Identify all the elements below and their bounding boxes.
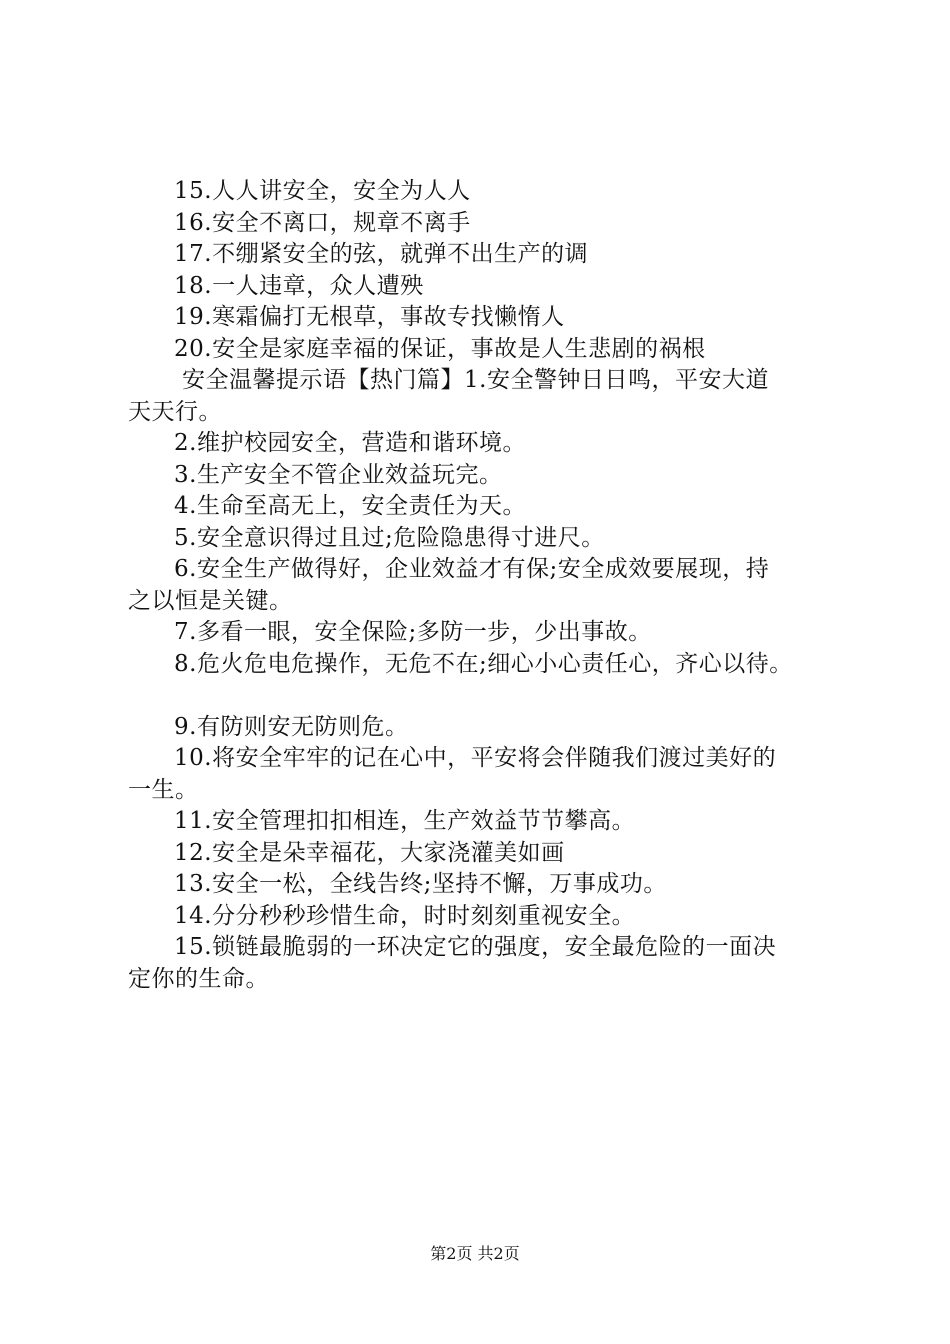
text-line: 12.安全是朵幸福花，大家浇灌美如画 (174, 839, 565, 866)
text-line: 10.将安全牢牢的记在心中，平安将会伴随我们渡过美好的 (174, 745, 777, 771)
section-heading-line: 安全温馨提示语【热门篇】1.安全警钟日日鸣，平安大道 (182, 367, 769, 393)
text-line: 4.生命至高无上，安全责任为天。 (174, 493, 526, 519)
blank-line (128, 680, 834, 712)
text-line: 11.安全管理扣扣相连，生产效益节节攀高。 (174, 808, 636, 834)
text-line: 天天行。 (128, 398, 222, 425)
text-line: 15.人人讲安全，安全为人人 (174, 178, 471, 204)
text-line: 5.安全意识得过且过;危险隐患得寸进尺。 (174, 524, 605, 551)
text-line: 15.锁链最脆弱的一环决定它的强度，安全最危险的一面决 (174, 934, 777, 960)
text-line: 17.不绷紧安全的弦，就弹不出生产的调 (174, 241, 589, 267)
text-line: 一生。 (128, 776, 199, 803)
text-line: 16.安全不离口，规章不离手 (174, 209, 471, 236)
text-line: 3.生产安全不管企业效益玩完。 (174, 461, 503, 488)
text-line: 定你的生命。 (128, 965, 269, 992)
text-line: 14.分分秒秒珍惜生命，时时刻刻重视安全。 (174, 902, 636, 929)
text-line: 之以恒是关键。 (128, 587, 293, 614)
text-line: 18.一人违章，众人遭殃 (174, 272, 424, 299)
text-line: 8.危火危电危操作，无危不在;细心小心责任心，齐心以待。 (174, 650, 793, 677)
text-line: 7.多看一眼，安全保险;多防一步，少出事故。 (174, 619, 652, 645)
text-line: 9.有防则安无防则危。 (174, 713, 409, 740)
document-body (128, 176, 834, 995)
page-number-footer: 第2页 共2页 (430, 1244, 520, 1263)
text-line: 20.安全是家庭幸福的保证，事故是人生悲剧的祸根 (174, 335, 706, 362)
text-line: 19.寒霜偏打无根草，事故专找懒惰人 (174, 304, 565, 330)
text-line: 6.安全生产做得好，企业效益才有保;安全成效要展现，持 (174, 556, 770, 582)
text-line: 13.安全一松，全线告终;坚持不懈，万事成功。 (174, 871, 667, 897)
text-line: 2.维护校园安全，营造和谐环境。 (174, 430, 526, 456)
